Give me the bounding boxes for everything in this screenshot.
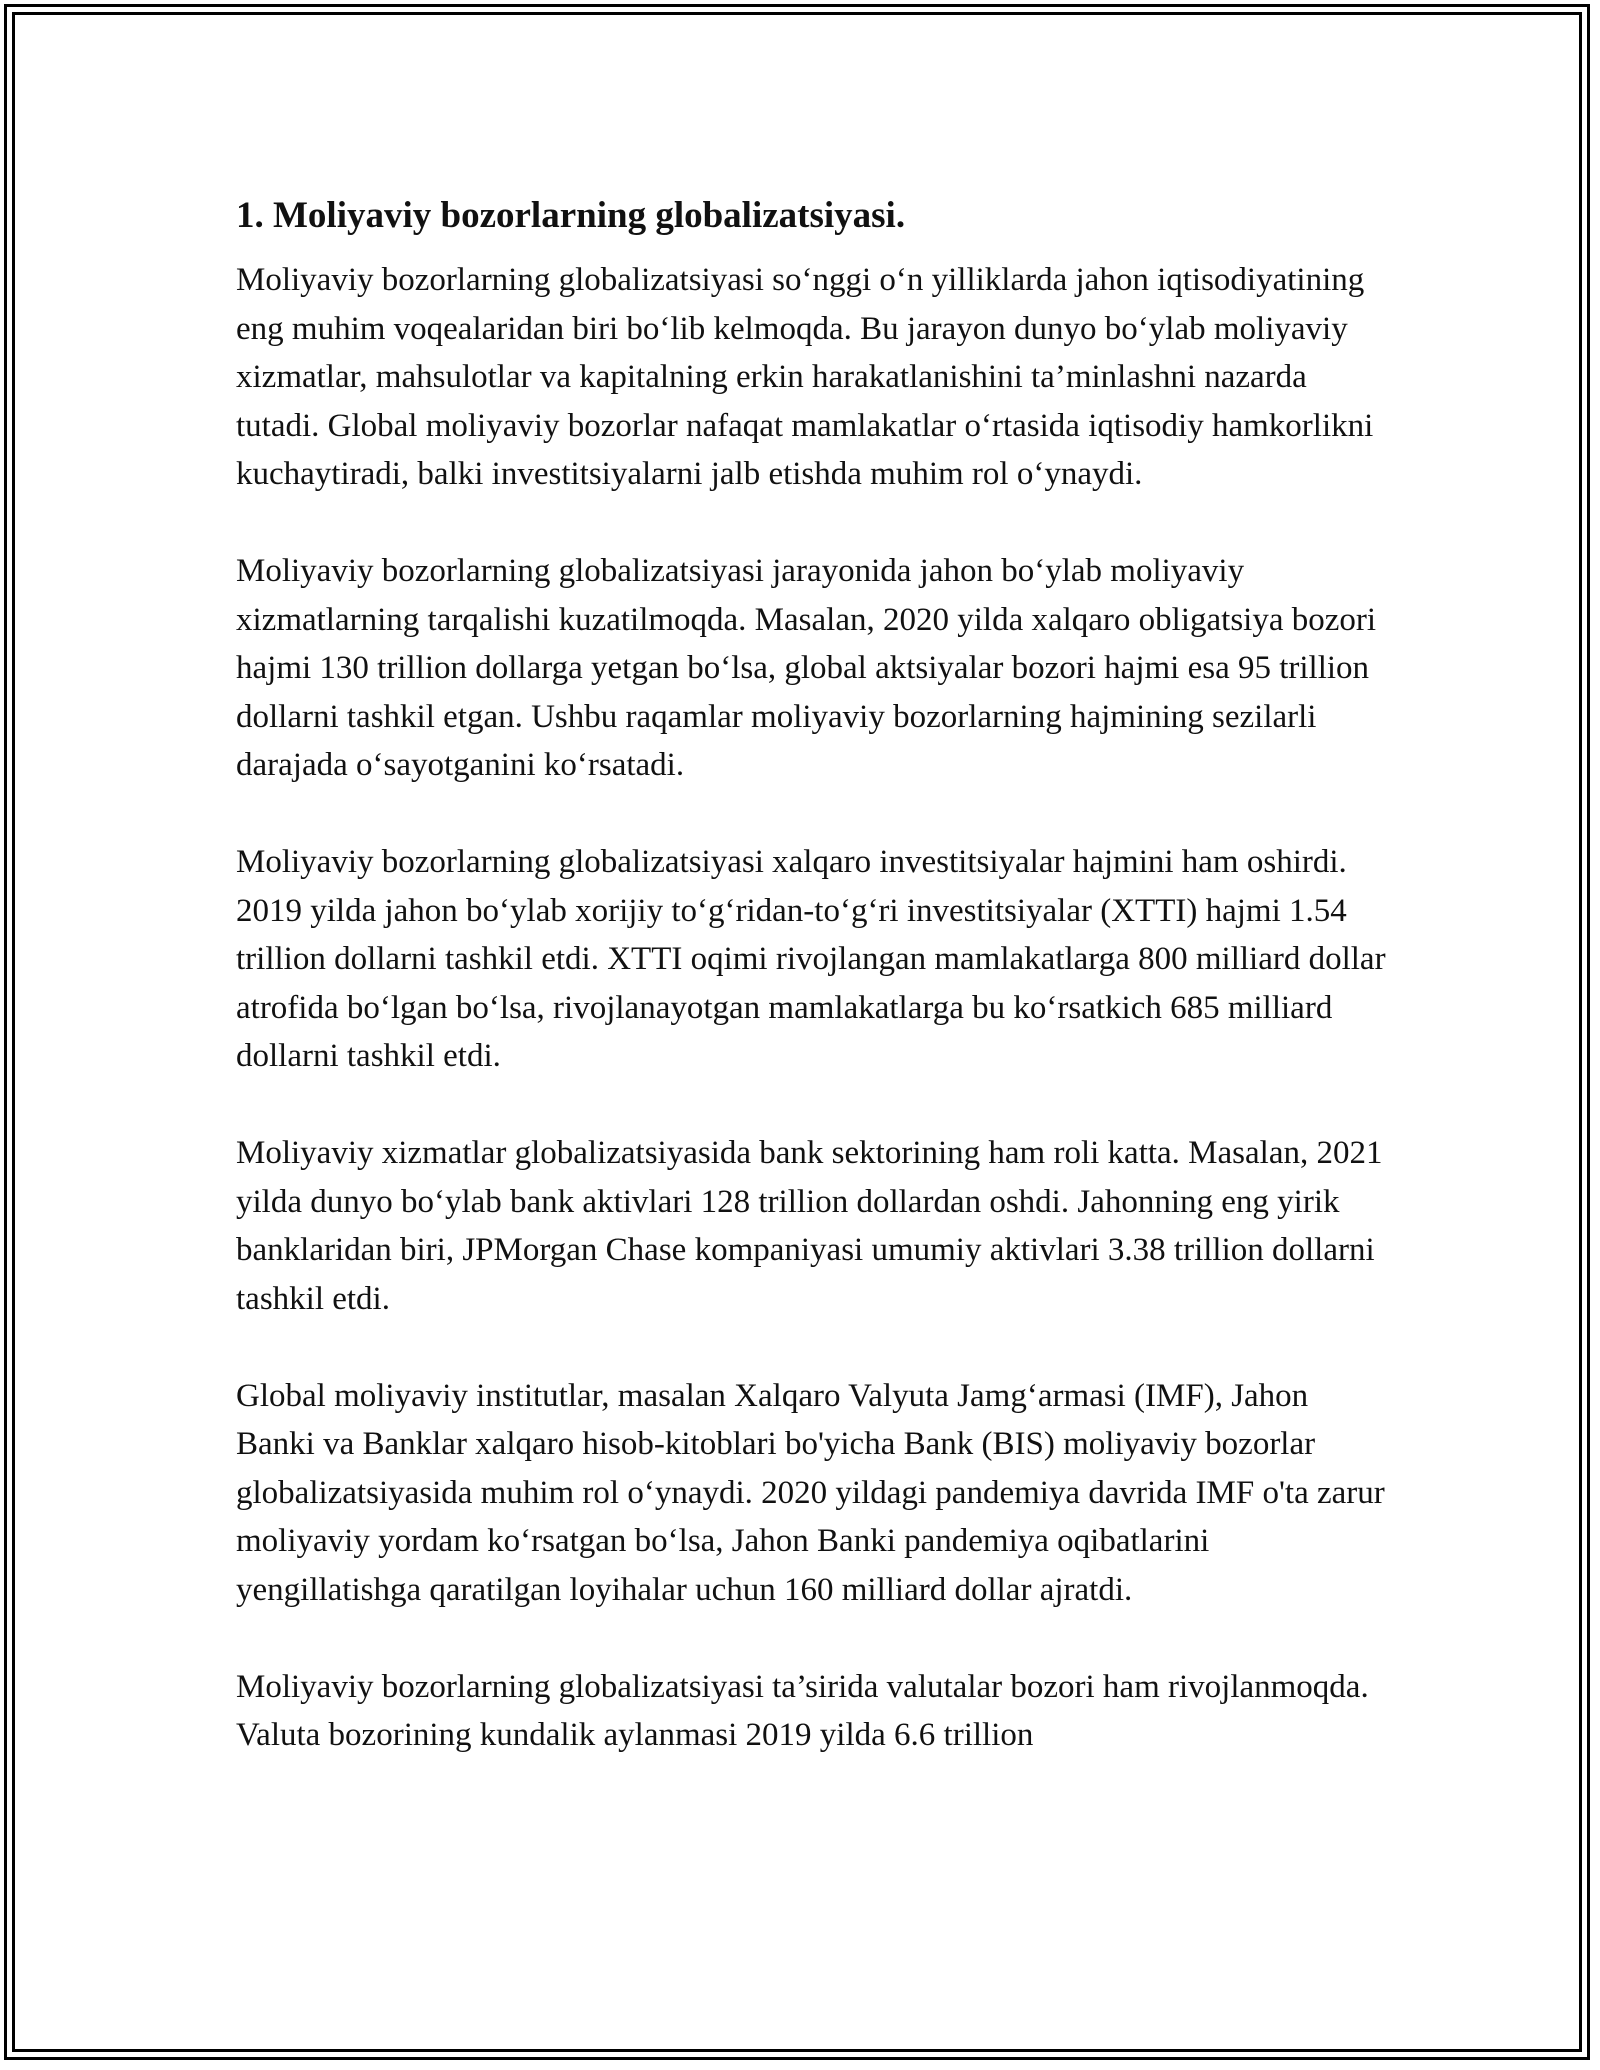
paragraph-4: Moliyaviy xizmatlar globalizatsiyasida bank sektorining ham roli katta. Masalan, 2021 yilda dunyo bo‘ylab bank aktivlari 128 trillion dollardan oshdi. Jahonning eng yirik banklaridan biri, JPMorgan Chase kompaniyasi umumiy aktivlari 3.38 trillion dollarni tashkil etdi. [236,1135,1383,1317]
document-body [236,188,1386,1808]
paragraph-3: Moliyaviy bozorlarning globalizatsiyasi xalqaro investitsiyalar hajmini ham oshirdi. 2019 yilda jahon bo‘ylab xorijiy to‘g‘ridan-to‘g‘ri investitsiyalar (XTTI) hajmi 1.54 trillion dollarni tashkil etdi. XTTI oqimi rivojlangan mamlakatlarga 800 milliard dollar atrofida bo‘lgan bo‘lsa, rivojlanayotgan mamlakatlarga bu ko‘rsatkich 685 milliard dollarni tashkil etdi. [236,844,1386,1074]
paragraph-6: Moliyaviy bozorlarning globalizatsiyasi ta’sirida valutalar bozori ham rivojlanmoqda. Valuta bozorining kundalik aylanmasi 2019 yilda 6.6 trillion [236,1668,1369,1753]
paragraph-2: Moliyaviy bozorlarning globalizatsiyasi jarayonida jahon bo‘ylab moliyaviy xizmatlarning tarqalishi kuzatilmoqda. Masalan, 2020 yilda xalqaro obligatsiya bozori hajmi 130 trillion dollarga yetgan bo‘lsa, global aktsiyalar bozori hajmi esa 95 trillion dollarni tashkil etgan. Ushbu raqamlar moliyaviy bozorlarning hajmining sezilarli darajada o‘sayotganini ko‘rsatadi. [236,553,1377,783]
paragraph-5: Global moliyaviy institutlar, masalan Xalqaro Valyuta Jamg‘armasi (IMF), Jahon Banki va Banklar xalqaro hisob-kitoblari bo'yicha Bank (BIS) moliyaviy bozorlar globalizatsiyasida muhim rol o‘ynaydi. 2020 yildagi pandemiya davrida IMF o'ta zarur moliyaviy yordam ko‘rsatgan bo‘lsa, Jahon Banki pandemiya oqibatlarini yengillatishga qaratilgan loyihalar uchun 160 milliard dollar ajratdi. [236,1377,1385,1608]
paragraph-1: Moliyaviy bozorlarning globalizatsiyasi so‘nggi o‘n yilliklarda jahon iqtisodiyatining eng muhim voqealaridan biri bo‘lib kelmoqda. Bu jarayon dunyo bo‘ylab moliyaviy xizmatlar, mahsulotlar va kapitalning erkin harakatlanishini ta’minlashni nazarda tutadi. Global moliyaviy bozorlar nafaqat mamlakatlar o‘rtasida iqtisodiy hamkorlikni kuchaytiradi, balki investitsiyalarni jalb etishda muhim rol o‘ynaydi. [236,262,1374,492]
section-heading: 1. Moliyaviy bozorlarning globalizatsiyasi. [236,195,906,236]
